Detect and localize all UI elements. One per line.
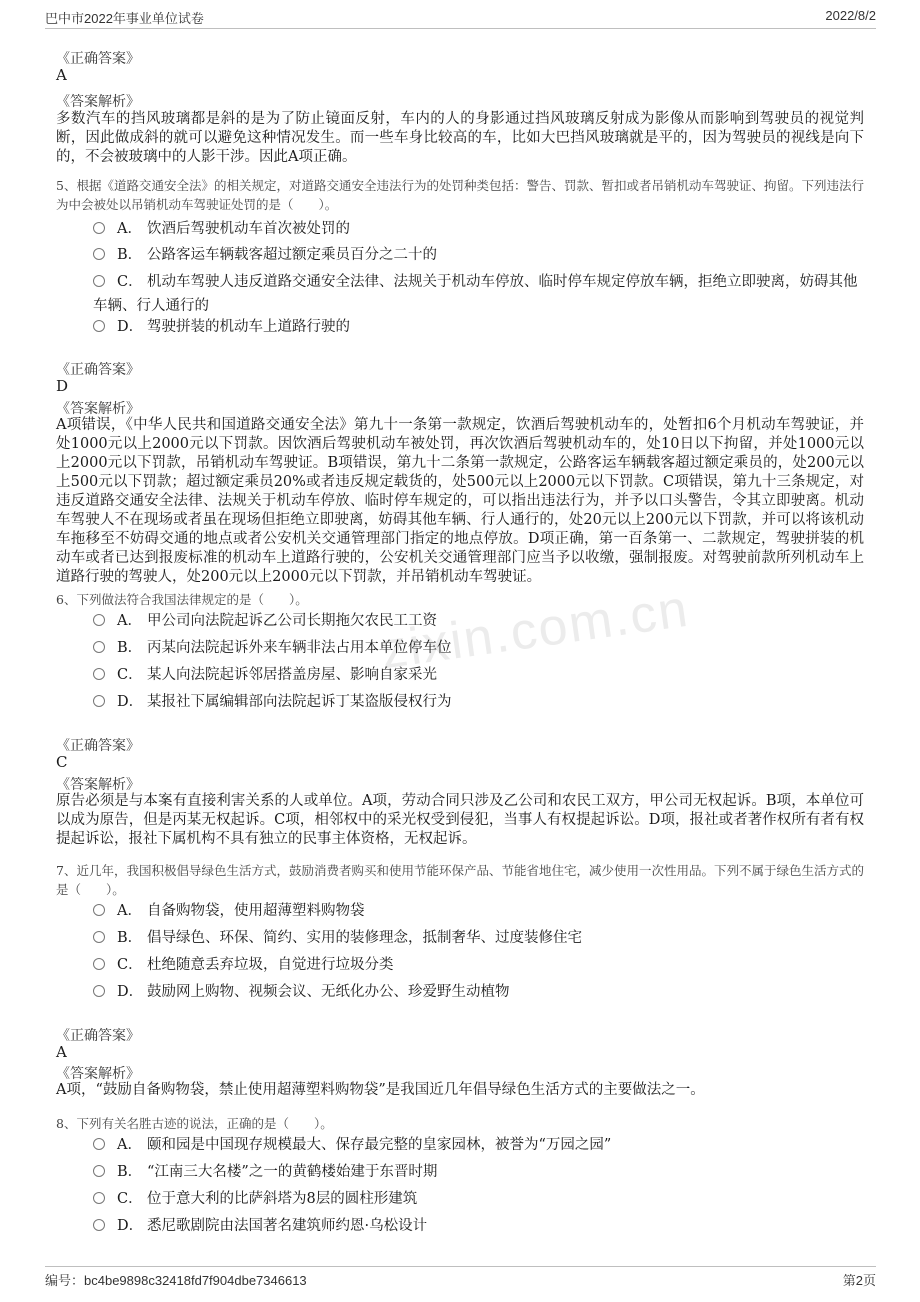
radio-icon[interactable] [93, 1219, 105, 1231]
radio-icon[interactable] [93, 931, 105, 943]
option-letter: C． [117, 274, 143, 290]
option-text: “江南三大名楼”之一的黄鹤楼始建于东晋时期 [147, 1164, 438, 1180]
option-text: 位于意大利的比萨斜塔为8层的圆柱形建筑 [147, 1191, 418, 1207]
radio-icon[interactable] [93, 275, 105, 287]
q6-stem: 6、下列做法符合我国法律规定的是（ ）。 [56, 592, 308, 607]
page-footer [45, 1270, 876, 1288]
header-divider [45, 28, 876, 29]
document-code: 编号：bc4be9898c32418fd7f904dbe7346613 [45, 1273, 307, 1288]
option-letter: C． [117, 957, 143, 973]
option-text: 饮酒后驾驶机动车首次被处罚的 [147, 221, 350, 237]
option-letter: A． [117, 903, 142, 919]
option-letter: A． [117, 1137, 142, 1153]
option-text: 公路客运车辆载客超过额定乘员百分之二十的 [147, 247, 437, 263]
radio-icon[interactable] [93, 668, 105, 680]
analysis-label: 《答案解析》 [56, 1066, 140, 1082]
option-letter: D． [117, 1218, 144, 1234]
document-date: 2022/8/2 [825, 8, 876, 23]
q7-analysis: A项，“鼓励自备购物袋，禁止使用超薄塑料购物袋”是我国近几年倡导绿色生活方式的主要做法之一。 [56, 1082, 705, 1098]
correct-answer-label: 《正确答案》 [56, 362, 140, 378]
radio-icon[interactable] [93, 641, 105, 653]
option-letter: A． [117, 613, 142, 629]
q6-option-c[interactable] [93, 663, 863, 687]
q5-stem: 5、根据《道路交通安全法》的相关规定，对道路交通安全违法行为的处罚种类包括：警告、罚款、暂扣或者吊销机动车驾驶证、拘留。下列违法行为中会被处以吊销机动车驾驶证处罚的是（ ）。 [56, 178, 864, 212]
radio-icon[interactable] [93, 985, 105, 997]
radio-icon[interactable] [93, 958, 105, 970]
q7-option-a[interactable] [93, 899, 863, 923]
q5-option-c[interactable] [93, 270, 863, 318]
option-text: 某报社下属编辑部向法院起诉丁某盗版侵权行为 [147, 694, 452, 710]
analysis-label: 《答案解析》 [56, 401, 140, 417]
q5-option-d[interactable] [93, 315, 863, 339]
footer-divider [45, 1266, 876, 1267]
q6-analysis: 原告必须是与本案有直接利害关系的人或单位。A项，劳动合同只涉及乙公司和农民工双方，甲公司无权起诉。B项，本单位可以成为原告，但是丙某无权起诉。C项，相邻权中的采光权受到侵犯，当事人有权提起诉讼。D项，报社或者著作权所有者有权提起诉讼，报社下属机构不具有独立的民事主体资格，无权起诉。 [56, 793, 864, 847]
option-text: 机动车驾驶人违反道路交通安全法律、法规关于机动车停放、临时停车规定停放车辆，拒绝立即驶离，妨碍其他车辆、行人通行的 [93, 274, 858, 314]
q6-answer: C [56, 753, 68, 771]
radio-icon[interactable] [93, 320, 105, 332]
q7-option-b[interactable] [93, 926, 863, 950]
q7-option-c[interactable] [93, 953, 863, 977]
correct-answer-label: 《正确答案》 [56, 738, 140, 754]
option-text: 悉尼歌剧院由法国著名建筑师约恩·乌松设计 [147, 1218, 428, 1234]
q6-option-d[interactable] [93, 690, 863, 714]
option-text: 驾驶拼装的机动车上道路行驶的 [147, 319, 350, 335]
option-letter: B． [117, 247, 143, 263]
option-text: 某人向法院起诉邻居搭盖房屋、影响自家采光 [147, 667, 437, 683]
q7-option-d[interactable] [93, 980, 863, 1004]
q6-option-b[interactable] [93, 636, 863, 660]
q5-option-b[interactable] [93, 243, 863, 267]
document-title: 巴中市2022年事业单位试卷 [45, 11, 204, 26]
analysis-label: 《答案解析》 [56, 777, 140, 793]
analysis-label: 《答案解析》 [56, 94, 140, 110]
option-letter: B． [117, 930, 143, 946]
option-letter: A． [117, 221, 142, 237]
radio-icon[interactable] [93, 695, 105, 707]
option-letter: C． [117, 667, 143, 683]
q4-analysis: 多数汽车的挡风玻璃都是斜的是为了防止镜面反射，车内的人的身影通过挡风玻璃反射成为影像从而影响到驾驶员的视觉判断，因此做成斜的就可以避免这种情况发生。而一些车身比较高的车，比如大巴挡风玻璃就是平的，因为驾驶员的视线是向下的，不会被玻璃中的人影干涉。因此A项正确。 [56, 111, 864, 165]
option-letter: B． [117, 640, 143, 656]
q5-option-a[interactable] [93, 217, 863, 241]
q8-option-a[interactable] [93, 1133, 863, 1157]
q7-stem: 7、近几年，我国积极倡导绿色生活方式，鼓励消费者购买和使用节能环保产品、节能省地住宅，减少使用一次性用品。下列不属于绿色生活方式的是（ ）。 [56, 863, 864, 897]
option-letter: D． [117, 319, 144, 335]
option-text: 颐和园是中国现存规模最大、保存最完整的皇家园林，被誉为“万园之园” [147, 1137, 612, 1153]
radio-icon[interactable] [93, 1192, 105, 1204]
option-text: 甲公司向法院起诉乙公司长期拖欠农民工工资 [147, 613, 437, 629]
option-letter: D． [117, 984, 144, 1000]
page-header [45, 8, 876, 28]
radio-icon[interactable] [93, 614, 105, 626]
q8-stem: 8、下列有关名胜古迹的说法，正确的是（ ）。 [56, 1116, 333, 1131]
option-letter: C． [117, 1191, 143, 1207]
radio-icon[interactable] [93, 1138, 105, 1150]
option-letter: D． [117, 694, 144, 710]
q5-answer: D [56, 377, 69, 395]
radio-icon[interactable] [93, 248, 105, 260]
q8-option-c[interactable] [93, 1187, 863, 1211]
correct-answer-label: 《正确答案》 [56, 1028, 140, 1044]
radio-icon[interactable] [93, 1165, 105, 1177]
option-letter: B． [117, 1164, 143, 1180]
option-text: 杜绝随意丢弃垃圾，自觉进行垃圾分类 [147, 957, 394, 973]
option-text: 鼓励网上购物、视频会议、无纸化办公、珍爱野生动植物 [147, 984, 510, 1000]
q7-answer: A [56, 1043, 67, 1061]
watermark: zixin.com.cn [377, 579, 693, 681]
option-text: 自备购物袋，使用超薄塑料购物袋 [147, 903, 365, 919]
radio-icon[interactable] [93, 222, 105, 234]
option-text: 丙某向法院起诉外来车辆非法占用本单位停车位 [147, 640, 452, 656]
q6-option-a[interactable] [93, 609, 863, 633]
q8-option-d[interactable] [93, 1214, 863, 1238]
q8-option-b[interactable] [93, 1160, 863, 1184]
radio-icon[interactable] [93, 904, 105, 916]
q5-analysis: A项错误，《中华人民共和国道路交通安全法》第九十一条第一款规定，饮酒后驾驶机动车的，处暂扣6个月机动车驾驶证，并处1000元以上2000元以下罚款。因饮酒后驾驶机动车被处罚，再次饮酒后驾驶机动车的，处10日以下拘留，并处1000元以上2000元以下罚款，吊销机动车驾驶证。B项错误，第九十二条第一款规定，公路客运车辆载客超过额定乘员的，处200元以上500元以下罚款；超过额定乘员20%或者违反规定载货的，处500元以上2000元以下罚款。C项错误，第九十三条规定，对违反道路交通安全法律、法规关于机动车停放、临时停车规定的，可以指出违法行为，并予以口头警告，令其立即驶离。机动车驾驶人不在现场或者虽在现场但拒绝立即驶离，妨碍其他车辆、行人通行的，处20元以上200元以下罚款，并可以将该机动车拖移至不妨碍交通的地点或者公安机关交通管理部门指定的地点停放。D项正确，第一百条第一、二款规定，驾驶拼装的机动车或者已达到报废标准的机动车上道路行驶的，公安机关交通管理部门应当予以收缴，强制报废。对驾驶前款所列机动车上道路行驶的驾驶人，处200元以上2000元以下罚款，并吊销机动车驾驶证。 [56, 417, 864, 585]
correct-answer-label: 《正确答案》 [56, 51, 140, 67]
option-text: 倡导绿色、环保、简约、实用的装修理念，抵制奢华、过度装修住宅 [147, 930, 582, 946]
q4-answer: A [56, 66, 67, 84]
page-number: 第2页 [842, 1273, 876, 1288]
